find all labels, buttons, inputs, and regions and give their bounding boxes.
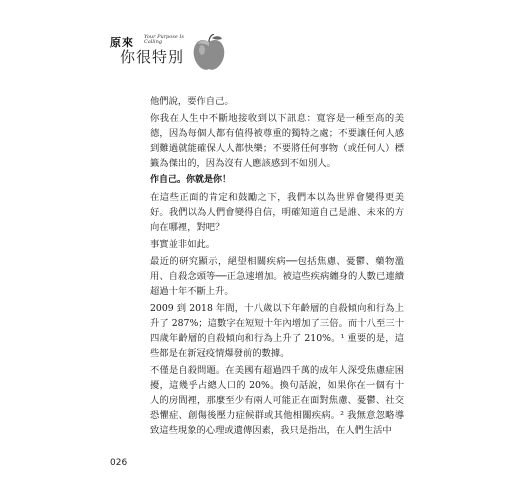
paragraph-5: 最近的研究顯示，絕望相關疾病──包括焦慮、憂鬱、藥物濫用、自殺念頭等──正急速增加。被這些疾病纏身的人數已連續超過十年不斷上升。 — [150, 256, 404, 297]
body-text — [150, 94, 404, 440]
logo-english-subtitle: Your Purpose Is Calling — [144, 34, 184, 45]
paragraph-1: 他們說，要作自己。 — [150, 96, 234, 107]
paragraph-6: 2009 到 2018 年間，十八歲以下年齡層的自殺傾向和行為上升了 287%；這數字在短短十年內增加了三倍。而十八至三十四歲年齡層的自殺傾向和行為上升了 210%。¹ 重要的是，這些都是在新冠疫情爆發前的數據。 — [150, 303, 404, 359]
fruit-icon — [190, 34, 228, 74]
paragraph-4: 事實並非如此。 — [150, 239, 216, 250]
paragraph-3: 在這些正面的肯定和鼓勵之下，我們本以為世界會變得更美好。我們以為人們會變得自信，明確知道自己是誰、未來的方向在哪裡，對吧？ — [150, 192, 404, 233]
book-logo — [110, 34, 230, 74]
page-number: 026 — [110, 458, 128, 468]
paragraph-heading: 作自己。你就是你！ — [150, 175, 232, 185]
paragraph-2: 你我在人生中不斷地接收到以下訊息：寬容是一種至高的美德，因為每個人都有值得被尊重的獨特之處；不要讓任何人感到難過就能確保人人都快樂；不要將任何事物（或任何人）標籤為傑出的，因為沒有人應該感到不如別人。 — [150, 113, 404, 169]
logo-title-top: 原來 — [110, 36, 134, 49]
logo-title-bottom: 你很特別 — [120, 48, 185, 66]
paragraph-7: 不僅是自殺問題。在美國有超過四千萬的成年人深受焦慮症困擾，這幾乎占總人口的 20%。換句話說，如果你在一個有十人的房間裡，那麼至少有兩人可能正在面對焦慮、憂鬱、社交恐懼症、創傷後壓力症候群或其他相關疾病。² 我無意忽略導致這些現象的心理或遺傳因素，我只是指出，在人們生活中 — [150, 365, 404, 436]
